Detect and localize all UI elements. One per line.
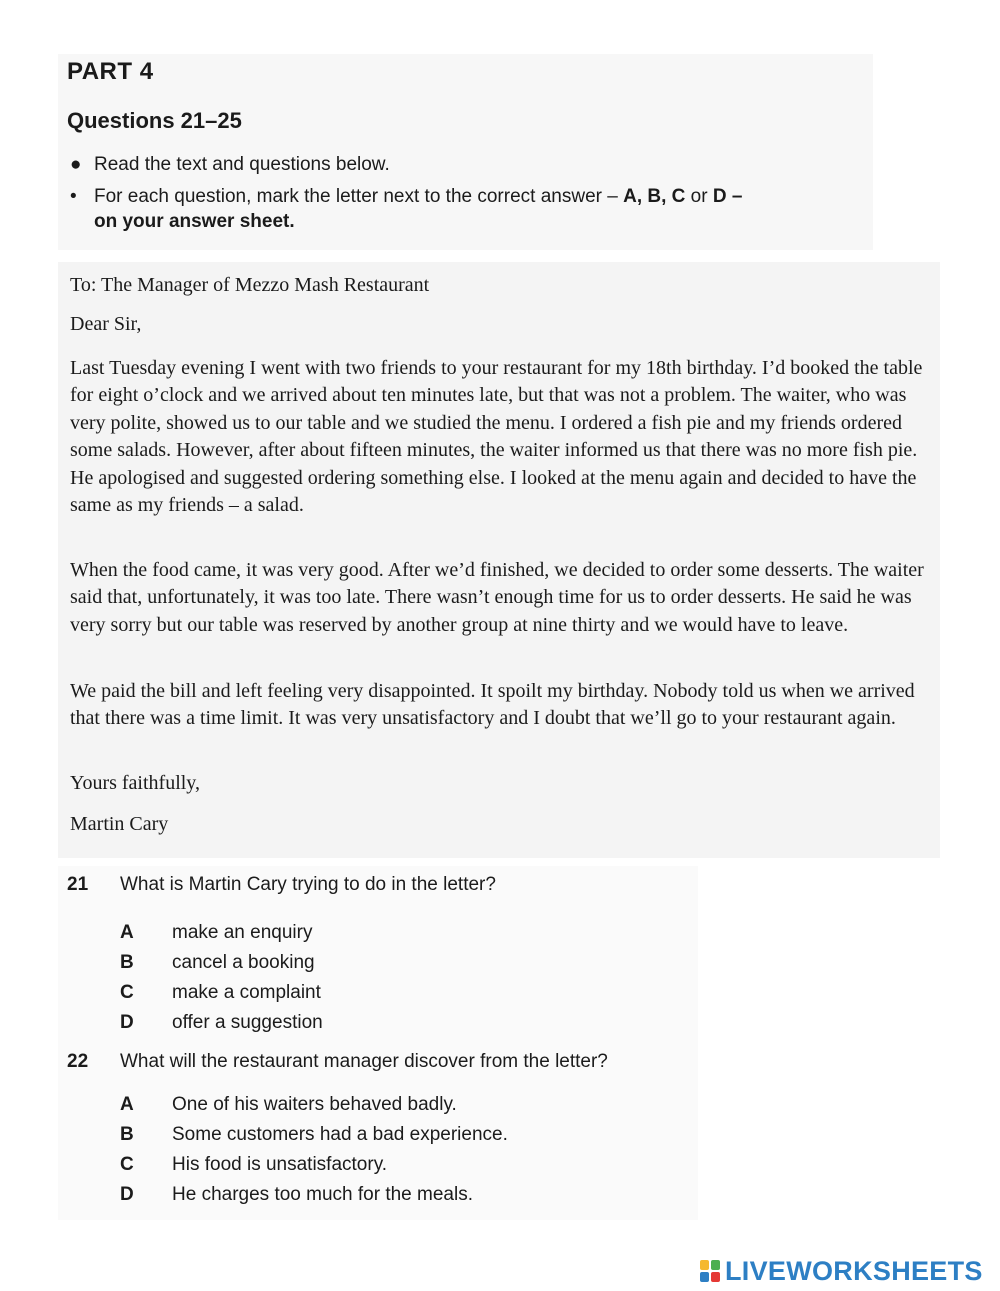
option-text-d[interactable]: offer a suggestion	[172, 1012, 323, 1033]
option-letter-d[interactable]: D	[120, 1012, 134, 1033]
option-text-c[interactable]: His food is unsatisfactory.	[172, 1154, 388, 1175]
letter-paragraph-2: When the food came, it was very good. After we’d finished, we decided to order some desserts. The waiter said that, unfortunately, it was too late. There wasn’t enough time for us to order desserts. He said he was very sorry but our table was reserved by another group at nine thirty and we would have to leave.	[70, 559, 924, 636]
option-letter-b[interactable]: B	[120, 1124, 134, 1145]
questions-range: Questions 21–25	[67, 108, 242, 133]
letter-closing: Yours faithfully,	[70, 772, 201, 794]
option-text-c[interactable]: make a complaint	[172, 982, 321, 1003]
question-number: 21	[67, 874, 89, 895]
instruction-letter-d: D –	[712, 186, 743, 207]
option-text-a[interactable]: make an enquiry	[172, 922, 313, 943]
instruction-text-2: For each question, mark the letter next to the correct answer –	[94, 186, 624, 207]
question-number: 22	[67, 1051, 89, 1072]
option-letter-a[interactable]: A	[120, 1094, 134, 1115]
instruction-line-2	[70, 182, 742, 212]
logo-square-icon	[700, 1272, 709, 1282]
letter-signature: Martin Cary	[70, 813, 169, 835]
bullet-icon: ●	[70, 154, 82, 175]
option-text-b[interactable]: Some customers had a bad experience.	[172, 1124, 508, 1145]
question-text: What is Martin Cary trying to do in the letter?	[120, 874, 496, 895]
logo-square-icon	[700, 1260, 709, 1270]
option-letter-c[interactable]: C	[120, 982, 134, 1003]
letter-to: To: The Manager of Mezzo Mash Restaurant	[70, 274, 430, 296]
bullet-icon: •	[70, 186, 77, 207]
option-letter-d[interactable]: D	[120, 1184, 134, 1205]
option-letter-c[interactable]: C	[120, 1154, 134, 1175]
instruction-text-1: Read the text and questions below.	[94, 154, 390, 175]
letter-greeting: Dear Sir,	[70, 313, 142, 335]
option-letter-b[interactable]: B	[120, 952, 134, 973]
part-title: PART 4	[67, 58, 154, 85]
logo-mark-icon	[700, 1260, 722, 1284]
logo-square-icon	[711, 1272, 720, 1282]
logo-square-icon	[711, 1260, 720, 1270]
option-text-b[interactable]: cancel a booking	[172, 952, 315, 973]
instruction-line-2-continued: on your answer sheet.	[94, 211, 295, 232]
instruction-line-1	[70, 150, 390, 180]
logo-text: LIVEWORKSHEETS	[725, 1256, 983, 1286]
liveworksheets-logo[interactable]	[700, 1256, 983, 1287]
option-text-d[interactable]: He charges too much for the meals.	[172, 1184, 473, 1205]
letter-paragraph-1: Last Tuesday evening I went with two friends to your restaurant for my 18th birthday. I’d booked the table for eight o’clock and we arrived about ten minutes late, but that was not a problem. The waiter, who was very polite, showed us to our table and we studied the menu. I ordered a fish pie and my friends ordered some salads. However, after about fifteen minutes, the waiter informed us that there was no more fish pie. He apologised and suggested ordering something else. I looked at the menu again and decided to have the same as my friends – a salad.	[70, 357, 923, 517]
instruction-or: or	[685, 186, 713, 207]
option-letter-a[interactable]: A	[120, 922, 134, 943]
option-text-a[interactable]: One of his waiters behaved badly.	[172, 1094, 457, 1115]
question-text: What will the restaurant manager discover from the letter?	[120, 1051, 608, 1072]
letter-paragraph-3: We paid the bill and left feeling very disappointed. It spoilt my birthday. Nobody told us when we arrived that there was a time limit. It was very unsatisfactory and I doubt that we’ll go to your restaurant again.	[70, 680, 915, 730]
instruction-letters: A, B, C	[623, 186, 686, 207]
